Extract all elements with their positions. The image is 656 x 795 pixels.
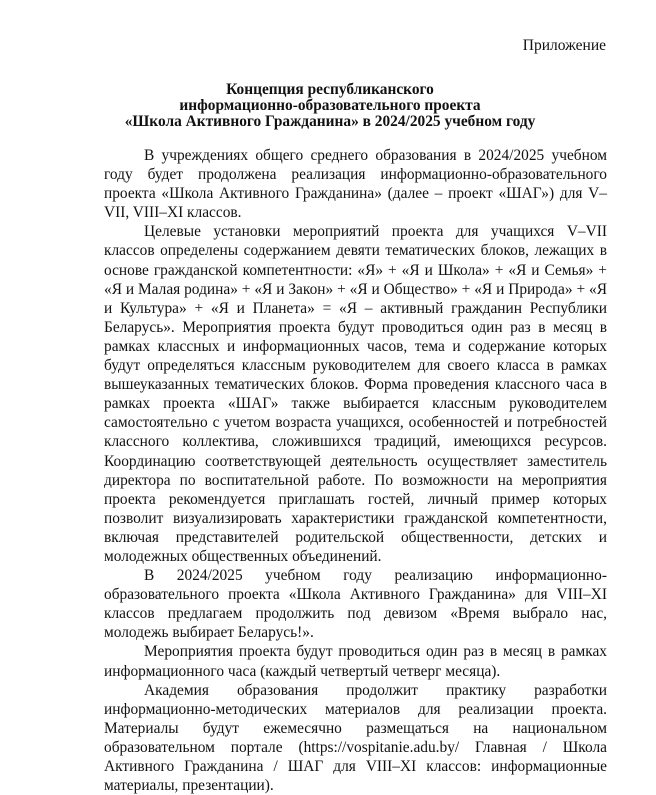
title-line-2: информационно-образовательного проекта: [179, 97, 481, 114]
paragraph-academy: Академия образования продолжит практику разработки информационно-методических материалов для реализации проекта. Материалы будут ежемесячно размещаться на национальном образовательном портале (https://vospitanie.adu.by/ Главная / Школа Активного Гражданина / ШАГ для VIII–XI классов: информационные материалы, презентации).: [104, 681, 607, 795]
title-line-1: Концепция республиканского: [226, 81, 434, 98]
paragraph-intro: В учреждениях общего среднего образования в 2024/2025 учебном году будет продолжена реализация информационно-образовательного проекта «Школа Активного Гражданина» (далее – проект «ШАГ») для V–VII, VIII–XI классов.: [104, 147, 607, 222]
document-body: [104, 146, 607, 795]
paragraph-motto: В 2024/2025 учебном году реализацию информационно-образовательного проекта «Школа Активного Гражданина» для VIII–XI классов предлагаем продолжить под девизом «Время выбрало нас, молодежь выбирает Беларусь!».: [104, 567, 607, 642]
appendix-label: Приложение: [522, 37, 606, 54]
document-title: [100, 82, 560, 130]
title-line-3: «Школа Активного Гражданина» в 2024/2025 учебном году: [124, 113, 536, 130]
paragraph-schedule: Мероприятия проекта будут проводиться один раз в месяц в рамках информационного часа (каждый четвертый четверг месяца).: [104, 643, 607, 680]
paragraph-target-settings: Целевые установки мероприятий проекта для учащихся V–VII классов определены содержанием девяти тематических блоков, лежащих в основе гражданской компетентности: «Я» + «Я и Школа» + «Я и Семья» + «Я и Малая родина» + «Я и Закон» + «Я и Общество» + «Я и Природа» + «Я и Культура» + «Я и Планета» = «Я – активный гражданин Республики Беларусь». Мероприятия проекта будут проводиться один раз в месяц в рамках классных и информационных часов, тема и содержание которых будут определяться классным руководителем для своего класса в рамках вышеуказанных тематических блоков. Форма проведения классного часа в рамках проекта «ШАГ» также выбирается классным руководителем самостоятельно с учетом возраста учащихся, особенностей и потребностей классного коллектива, сложившихся традиций, имеющихся ресурсов. Координацию соответствующей деятельность осуществляет заместитель директора по воспитательной работе. По возможности на мероприятия проекта рекомендуется приглашать гостей, личный пример которых позволит визуализировать характеристики гражданской компетентности, включая представителей родительской общественности, детских и молодежных общественных объединений.: [104, 223, 607, 565]
